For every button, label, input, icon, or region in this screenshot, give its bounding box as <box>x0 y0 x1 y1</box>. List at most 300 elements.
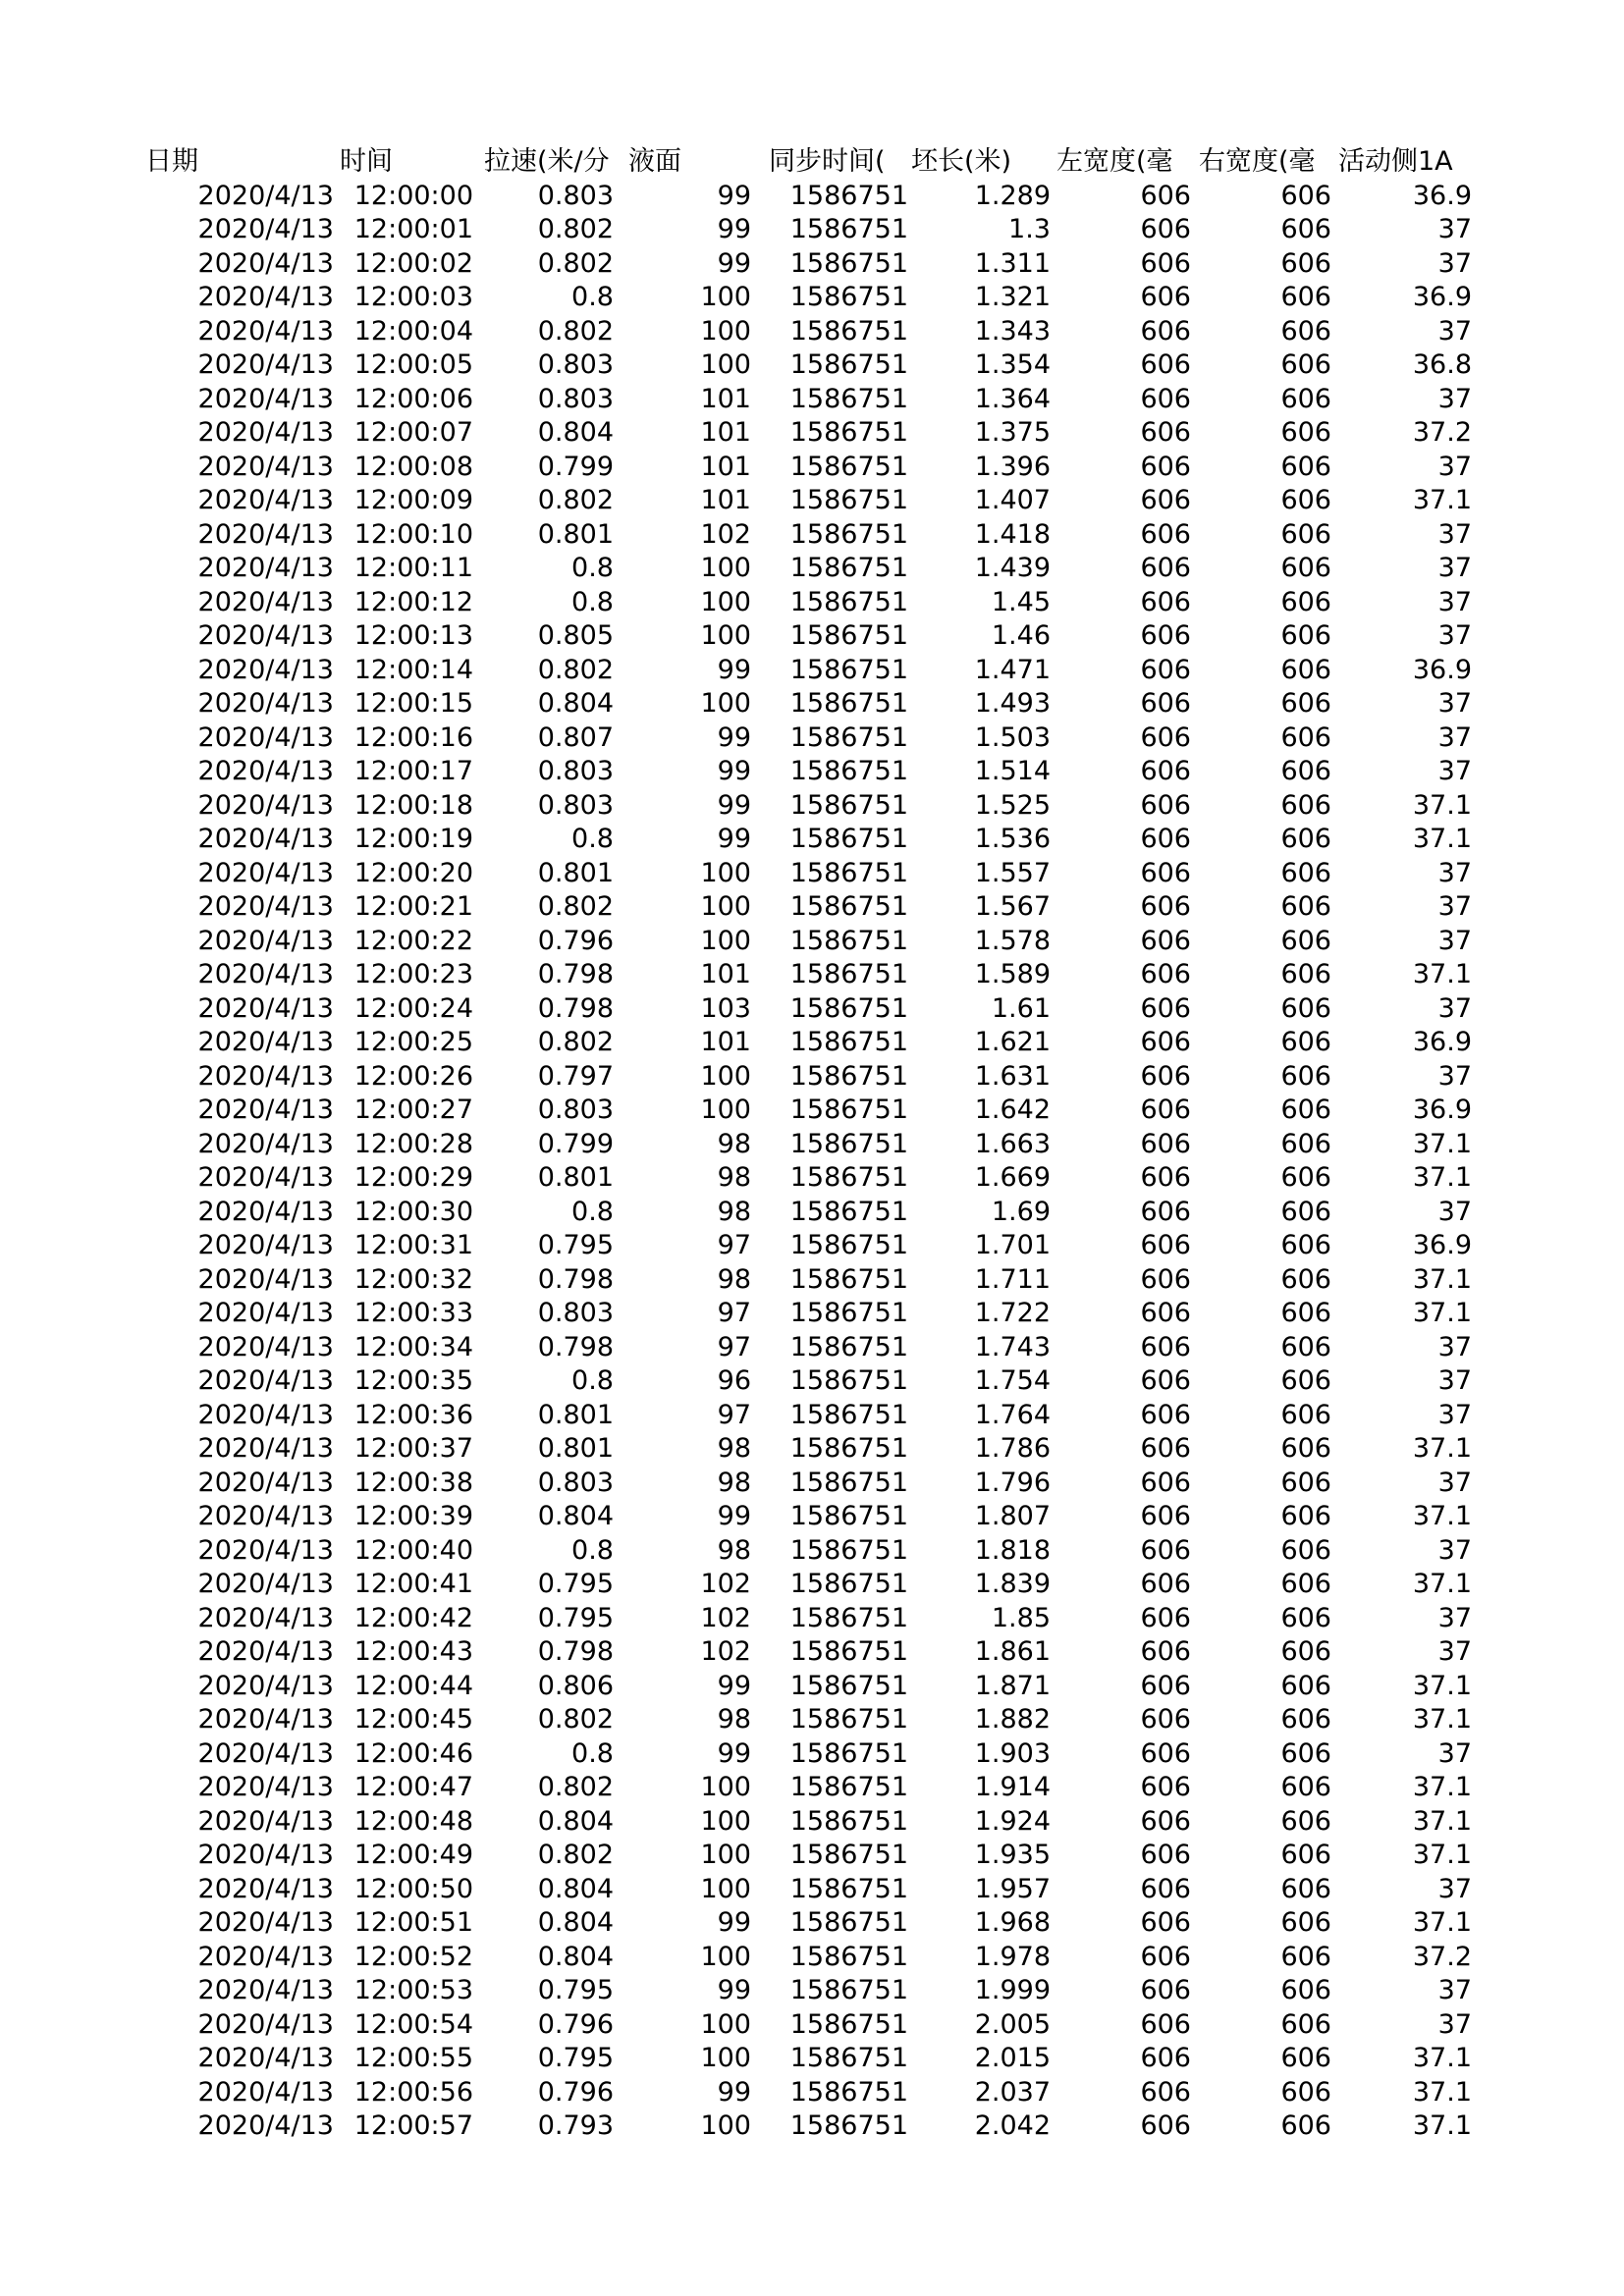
table-row <box>145 1364 1481 1399</box>
cell-speed: 0.796 <box>537 2008 614 2040</box>
column-header-speed: 拉速(米/分 <box>484 146 610 177</box>
cell-length: 1.871 <box>974 1670 1051 1701</box>
cell-speed: 0.798 <box>537 1263 614 1295</box>
cell-active-1a: 37 <box>1437 857 1472 888</box>
cell-date: 2020/4/13 <box>197 1230 334 1260</box>
cell-time: 12:00:23 <box>353 959 473 989</box>
cell-left-width: 606 <box>1140 824 1191 854</box>
cell-right-width: 606 <box>1280 1027 1331 1057</box>
cell-active-1a: 37.1 <box>1412 2076 1472 2108</box>
cell-active-1a: 37 <box>1437 214 1472 244</box>
cell-time: 12:00:09 <box>353 485 473 515</box>
cell-active-1a: 36.9 <box>1412 1027 1472 1057</box>
cell-time: 12:00:46 <box>353 1737 473 1769</box>
table-row <box>145 348 1481 383</box>
cell-speed: 0.793 <box>537 2110 614 2141</box>
cell-active-1a: 37 <box>1437 1602 1472 1633</box>
cell-sync: 1586751 <box>789 1772 908 1802</box>
cell-date: 2020/4/13 <box>197 349 334 380</box>
cell-left-width: 606 <box>1140 1060 1191 1092</box>
cell-length: 1.364 <box>974 383 1051 414</box>
cell-left-width: 606 <box>1140 1027 1191 1057</box>
cell-time: 12:00:49 <box>353 1840 473 1870</box>
cell-right-width: 606 <box>1280 383 1331 414</box>
cell-active-1a: 37.1 <box>1412 1298 1472 1328</box>
cell-time: 12:00:31 <box>353 1230 473 1260</box>
cell-active-1a: 37.1 <box>1412 824 1472 854</box>
cell-active-1a: 36.9 <box>1412 1230 1472 1260</box>
cell-right-width: 606 <box>1280 1331 1331 1362</box>
cell-time: 12:00:37 <box>353 1433 473 1464</box>
cell-speed: 0.801 <box>537 1399 614 1430</box>
column-header-date: 日期 <box>145 146 198 177</box>
cell-left-width: 606 <box>1140 925 1191 956</box>
cell-speed: 0.803 <box>537 756 614 786</box>
cell-speed: 0.802 <box>537 1840 614 1870</box>
cell-left-width: 606 <box>1140 2110 1191 2141</box>
cell-time: 12:00:57 <box>353 2110 473 2141</box>
table-row <box>145 518 1481 553</box>
cell-active-1a: 37 <box>1437 553 1472 583</box>
table-row <box>145 2109 1481 2144</box>
cell-speed: 0.798 <box>537 1331 614 1362</box>
cell-length: 1.289 <box>974 180 1051 211</box>
cell-length: 2.015 <box>974 2043 1051 2073</box>
cell-left-width: 606 <box>1140 1840 1191 1870</box>
cell-active-1a: 37.1 <box>1412 1840 1472 1870</box>
cell-length: 1.61 <box>991 992 1051 1024</box>
cell-sync: 1586751 <box>789 2110 908 2141</box>
cell-length: 1.493 <box>974 688 1051 719</box>
cell-active-1a: 37.2 <box>1412 1941 1472 1972</box>
cell-active-1a: 37 <box>1437 1873 1472 1904</box>
cell-date: 2020/4/13 <box>197 282 334 312</box>
cell-speed: 0.804 <box>537 688 614 719</box>
cell-length: 1.743 <box>974 1331 1051 1362</box>
cell-level: 99 <box>717 180 751 211</box>
cell-length: 1.525 <box>974 789 1051 821</box>
cell-active-1a: 37 <box>1437 1737 1472 1769</box>
cell-length: 1.754 <box>974 1365 1051 1396</box>
cell-length: 1.957 <box>974 1873 1051 1904</box>
table-row <box>145 755 1481 789</box>
cell-active-1a: 37 <box>1437 992 1472 1024</box>
cell-date: 2020/4/13 <box>197 992 334 1024</box>
cell-time: 12:00:30 <box>353 1196 473 1227</box>
cell-time: 12:00:53 <box>353 1975 473 2005</box>
cell-speed: 0.802 <box>537 1027 614 1057</box>
cell-left-width: 606 <box>1140 451 1191 482</box>
cell-date: 2020/4/13 <box>197 1467 334 1498</box>
table-row <box>145 1161 1481 1196</box>
cell-sync: 1586751 <box>789 1027 908 1057</box>
cell-level: 97 <box>717 1399 751 1430</box>
cell-level: 98 <box>717 1467 751 1498</box>
cell-length: 1.711 <box>974 1263 1051 1295</box>
cell-sync: 1586751 <box>789 1331 908 1362</box>
cell-length: 1.536 <box>974 824 1051 854</box>
cell-time: 12:00:40 <box>353 1534 473 1566</box>
cell-right-width: 606 <box>1280 1467 1331 1498</box>
cell-length: 2.037 <box>974 2076 1051 2108</box>
cell-left-width: 606 <box>1140 1263 1191 1295</box>
cell-speed: 0.796 <box>537 2076 614 2108</box>
table-row <box>145 1839 1481 1873</box>
cell-time: 12:00:32 <box>353 1263 473 1295</box>
cell-sync: 1586751 <box>789 721 908 753</box>
cell-right-width: 606 <box>1280 1433 1331 1464</box>
cell-level: 101 <box>700 1027 751 1057</box>
table-row <box>145 1771 1481 1805</box>
cell-speed: 0.804 <box>537 1873 614 1904</box>
cell-date: 2020/4/13 <box>197 214 334 244</box>
cell-length: 2.042 <box>974 2110 1051 2141</box>
cell-speed: 0.802 <box>537 485 614 515</box>
table-row <box>145 383 1481 417</box>
cell-active-1a: 37.1 <box>1412 1433 1472 1464</box>
cell-time: 12:00:50 <box>353 1873 473 1904</box>
cell-time: 12:00:27 <box>353 1095 473 1125</box>
cell-level: 100 <box>700 688 751 719</box>
cell-speed: 0.804 <box>537 1501 614 1531</box>
table-row <box>145 857 1481 891</box>
cell-length: 1.407 <box>974 485 1051 515</box>
cell-left-width: 606 <box>1140 214 1191 244</box>
cell-sync: 1586751 <box>789 1196 908 1227</box>
cell-length: 1.311 <box>974 247 1051 279</box>
cell-date: 2020/4/13 <box>197 857 334 888</box>
cell-date: 2020/4/13 <box>197 891 334 922</box>
cell-right-width: 606 <box>1280 2008 1331 2040</box>
cell-speed: 0.795 <box>537 2043 614 2073</box>
cell-date: 2020/4/13 <box>197 824 334 854</box>
cell-left-width: 606 <box>1140 756 1191 786</box>
cell-left-width: 606 <box>1140 891 1191 922</box>
cell-speed: 0.8 <box>571 1534 614 1566</box>
cell-time: 12:00:41 <box>353 1569 473 1599</box>
cell-length: 1.818 <box>974 1534 1051 1566</box>
cell-time: 12:00:54 <box>353 2008 473 2040</box>
cell-speed: 0.803 <box>537 349 614 380</box>
cell-level: 98 <box>717 1128 751 1159</box>
table-row <box>145 721 1481 756</box>
cell-speed: 0.804 <box>537 1941 614 1972</box>
cell-left-width: 606 <box>1140 1365 1191 1396</box>
cell-left-width: 606 <box>1140 315 1191 347</box>
cell-time: 12:00:33 <box>353 1298 473 1328</box>
cell-speed: 0.8 <box>571 824 614 854</box>
cell-speed: 0.802 <box>537 1704 614 1735</box>
cell-right-width: 606 <box>1280 1772 1331 1802</box>
cell-date: 2020/4/13 <box>197 1805 334 1837</box>
cell-right-width: 606 <box>1280 1737 1331 1769</box>
cell-time: 12:00:29 <box>353 1162 473 1193</box>
table-row <box>145 484 1481 518</box>
table-row <box>145 1602 1481 1636</box>
cell-date: 2020/4/13 <box>197 959 334 989</box>
cell-date: 2020/4/13 <box>197 1399 334 1430</box>
cell-length: 1.621 <box>974 1027 1051 1057</box>
cell-speed: 0.801 <box>537 518 614 550</box>
cell-sync: 1586751 <box>789 485 908 515</box>
table-row <box>145 958 1481 992</box>
cell-time: 12:00:52 <box>353 1941 473 1972</box>
cell-level: 100 <box>700 925 751 956</box>
cell-right-width: 606 <box>1280 824 1331 854</box>
cell-date: 2020/4/13 <box>197 1941 334 1972</box>
cell-date: 2020/4/13 <box>197 1162 334 1193</box>
cell-time: 12:00:12 <box>353 586 473 617</box>
cell-date: 2020/4/13 <box>197 688 334 719</box>
table-row <box>145 823 1481 857</box>
cell-right-width: 606 <box>1280 214 1331 244</box>
cell-time: 12:00:26 <box>353 1060 473 1092</box>
cell-level: 98 <box>717 1534 751 1566</box>
cell-time: 12:00:56 <box>353 2076 473 2108</box>
cell-right-width: 606 <box>1280 282 1331 312</box>
cell-left-width: 606 <box>1140 789 1191 821</box>
cell-left-width: 606 <box>1140 417 1191 448</box>
cell-level: 100 <box>700 1060 751 1092</box>
spreadsheet-table <box>145 145 1481 2144</box>
table-row <box>145 1060 1481 1095</box>
cell-level: 103 <box>700 992 751 1024</box>
cell-length: 1.503 <box>974 721 1051 753</box>
cell-level: 99 <box>717 1501 751 1531</box>
table-row <box>145 416 1481 451</box>
cell-length: 1.471 <box>974 654 1051 685</box>
cell-sync: 1586751 <box>789 214 908 244</box>
cell-speed: 0.798 <box>537 1636 614 1667</box>
cell-level: 100 <box>700 2008 751 2040</box>
cell-level: 99 <box>717 1670 751 1701</box>
cell-time: 12:00:17 <box>353 756 473 786</box>
cell-level: 99 <box>717 756 751 786</box>
cell-right-width: 606 <box>1280 1263 1331 1295</box>
cell-level: 99 <box>717 2076 751 2108</box>
cell-level: 98 <box>717 1162 751 1193</box>
cell-left-width: 606 <box>1140 1298 1191 1328</box>
cell-date: 2020/4/13 <box>197 1602 334 1633</box>
cell-right-width: 606 <box>1280 518 1331 550</box>
cell-speed: 0.796 <box>537 925 614 956</box>
cell-active-1a: 37 <box>1437 1467 1472 1498</box>
cell-length: 1.903 <box>974 1737 1051 1769</box>
table-row <box>145 925 1481 959</box>
cell-length: 1.978 <box>974 1941 1051 1972</box>
cell-time: 12:00:14 <box>353 654 473 685</box>
cell-level: 101 <box>700 383 751 414</box>
cell-sync: 1586751 <box>789 959 908 989</box>
cell-sync: 1586751 <box>789 1399 908 1430</box>
cell-speed: 0.795 <box>537 1602 614 1633</box>
cell-right-width: 606 <box>1280 756 1331 786</box>
cell-level: 99 <box>717 654 751 685</box>
cell-sync: 1586751 <box>789 1873 908 1904</box>
cell-right-width: 606 <box>1280 1636 1331 1667</box>
cell-length: 1.589 <box>974 959 1051 989</box>
cell-length: 1.968 <box>974 1907 1051 1938</box>
cell-active-1a: 37 <box>1437 586 1472 617</box>
cell-time: 12:00:16 <box>353 721 473 753</box>
table-body <box>145 180 1481 2144</box>
cell-level: 99 <box>717 824 751 854</box>
cell-level: 101 <box>700 485 751 515</box>
cell-active-1a: 37 <box>1437 1196 1472 1227</box>
cell-length: 1.935 <box>974 1840 1051 1870</box>
cell-speed: 0.803 <box>537 789 614 821</box>
cell-speed: 0.803 <box>537 1095 614 1125</box>
cell-date: 2020/4/13 <box>197 721 334 753</box>
cell-right-width: 606 <box>1280 586 1331 617</box>
cell-date: 2020/4/13 <box>197 1331 334 1362</box>
cell-active-1a: 37 <box>1437 721 1472 753</box>
table-row <box>145 687 1481 721</box>
cell-active-1a: 37 <box>1437 451 1472 482</box>
cell-date: 2020/4/13 <box>197 2008 334 2040</box>
cell-left-width: 606 <box>1140 857 1191 888</box>
cell-speed: 0.797 <box>537 1060 614 1092</box>
cell-level: 97 <box>717 1230 751 1260</box>
table-row <box>145 1399 1481 1433</box>
table-row <box>145 1432 1481 1467</box>
cell-sync: 1586751 <box>789 688 908 719</box>
cell-sync: 1586751 <box>789 383 908 414</box>
column-header-length: 坯长(米) <box>911 146 1012 177</box>
cell-left-width: 606 <box>1140 654 1191 685</box>
table-row <box>145 1297 1481 1331</box>
cell-active-1a: 36.9 <box>1412 180 1472 211</box>
cell-left-width: 606 <box>1140 688 1191 719</box>
cell-right-width: 606 <box>1280 2043 1331 2073</box>
cell-date: 2020/4/13 <box>197 383 334 414</box>
cell-level: 100 <box>700 1805 751 1837</box>
cell-sync: 1586751 <box>789 992 908 1024</box>
cell-right-width: 606 <box>1280 1365 1331 1396</box>
cell-right-width: 606 <box>1280 180 1331 211</box>
table-row <box>145 1196 1481 1230</box>
cell-level: 99 <box>717 1907 751 1938</box>
cell-left-width: 606 <box>1140 1569 1191 1599</box>
cell-date: 2020/4/13 <box>197 1027 334 1057</box>
cell-right-width: 606 <box>1280 2076 1331 2108</box>
cell-speed: 0.795 <box>537 1569 614 1599</box>
cell-active-1a: 37 <box>1437 2008 1472 2040</box>
cell-level: 98 <box>717 1196 751 1227</box>
table-row <box>145 1635 1481 1670</box>
cell-left-width: 606 <box>1140 959 1191 989</box>
cell-left-width: 606 <box>1140 1162 1191 1193</box>
cell-right-width: 606 <box>1280 1873 1331 1904</box>
cell-left-width: 606 <box>1140 2043 1191 2073</box>
cell-active-1a: 37.1 <box>1412 1805 1472 1837</box>
column-header-sync: 同步时间( <box>769 146 886 177</box>
cell-date: 2020/4/13 <box>197 1737 334 1769</box>
cell-active-1a: 37 <box>1437 620 1472 651</box>
cell-length: 1.807 <box>974 1501 1051 1531</box>
cell-sync: 1586751 <box>789 620 908 651</box>
cell-length: 1.882 <box>974 1704 1051 1735</box>
table-row <box>145 1805 1481 1840</box>
cell-left-width: 606 <box>1140 1975 1191 2005</box>
cell-right-width: 606 <box>1280 1399 1331 1430</box>
cell-speed: 0.8 <box>571 1196 614 1227</box>
cell-length: 1.764 <box>974 1399 1051 1430</box>
cell-left-width: 606 <box>1140 1501 1191 1531</box>
table-row <box>145 789 1481 824</box>
cell-time: 12:00:43 <box>353 1636 473 1667</box>
cell-speed: 0.8 <box>571 1365 614 1396</box>
cell-date: 2020/4/13 <box>197 789 334 821</box>
table-row <box>145 1974 1481 2008</box>
cell-left-width: 606 <box>1140 1128 1191 1159</box>
cell-level: 101 <box>700 417 751 448</box>
table-row <box>145 247 1481 282</box>
cell-time: 12:00:51 <box>353 1907 473 1938</box>
cell-sync: 1586751 <box>789 1162 908 1193</box>
cell-level: 100 <box>700 1095 751 1125</box>
cell-speed: 0.806 <box>537 1670 614 1701</box>
cell-level: 100 <box>700 891 751 922</box>
cell-right-width: 606 <box>1280 620 1331 651</box>
cell-time: 12:00:19 <box>353 824 473 854</box>
cell-sync: 1586751 <box>789 1263 908 1295</box>
cell-date: 2020/4/13 <box>197 518 334 550</box>
cell-left-width: 606 <box>1140 1095 1191 1125</box>
cell-level: 102 <box>700 1636 751 1667</box>
cell-date: 2020/4/13 <box>197 1433 334 1464</box>
table-row <box>145 1467 1481 1501</box>
cell-level: 99 <box>717 1975 751 2005</box>
cell-left-width: 606 <box>1140 518 1191 550</box>
cell-time: 12:00:38 <box>353 1467 473 1498</box>
cell-time: 12:00:02 <box>353 247 473 279</box>
cell-level: 99 <box>717 721 751 753</box>
cell-date: 2020/4/13 <box>197 180 334 211</box>
cell-length: 1.375 <box>974 417 1051 448</box>
cell-right-width: 606 <box>1280 992 1331 1024</box>
cell-speed: 0.803 <box>537 383 614 414</box>
cell-active-1a: 37 <box>1437 891 1472 922</box>
cell-active-1a: 37.1 <box>1412 1670 1472 1701</box>
cell-active-1a: 37 <box>1437 247 1472 279</box>
cell-level: 102 <box>700 1602 751 1633</box>
cell-left-width: 606 <box>1140 1636 1191 1667</box>
cell-time: 12:00:08 <box>353 451 473 482</box>
cell-time: 12:00:20 <box>353 857 473 888</box>
cell-active-1a: 36.8 <box>1412 349 1472 380</box>
cell-time: 12:00:21 <box>353 891 473 922</box>
cell-active-1a: 37.1 <box>1412 2043 1472 2073</box>
cell-sync: 1586751 <box>789 1534 908 1566</box>
cell-length: 1.3 <box>1008 214 1051 244</box>
cell-level: 100 <box>700 282 751 312</box>
table-row <box>145 1873 1481 1907</box>
cell-length: 1.396 <box>974 451 1051 482</box>
cell-sync: 1586751 <box>789 349 908 380</box>
cell-left-width: 606 <box>1140 349 1191 380</box>
cell-time: 12:00:01 <box>353 214 473 244</box>
cell-speed: 0.799 <box>537 451 614 482</box>
cell-length: 1.321 <box>974 282 1051 312</box>
cell-left-width: 606 <box>1140 1670 1191 1701</box>
cell-right-width: 606 <box>1280 417 1331 448</box>
cell-left-width: 606 <box>1140 1399 1191 1430</box>
cell-speed: 0.798 <box>537 959 614 989</box>
cell-level: 100 <box>700 553 751 583</box>
table-row <box>145 619 1481 654</box>
cell-time: 12:00:13 <box>353 620 473 651</box>
